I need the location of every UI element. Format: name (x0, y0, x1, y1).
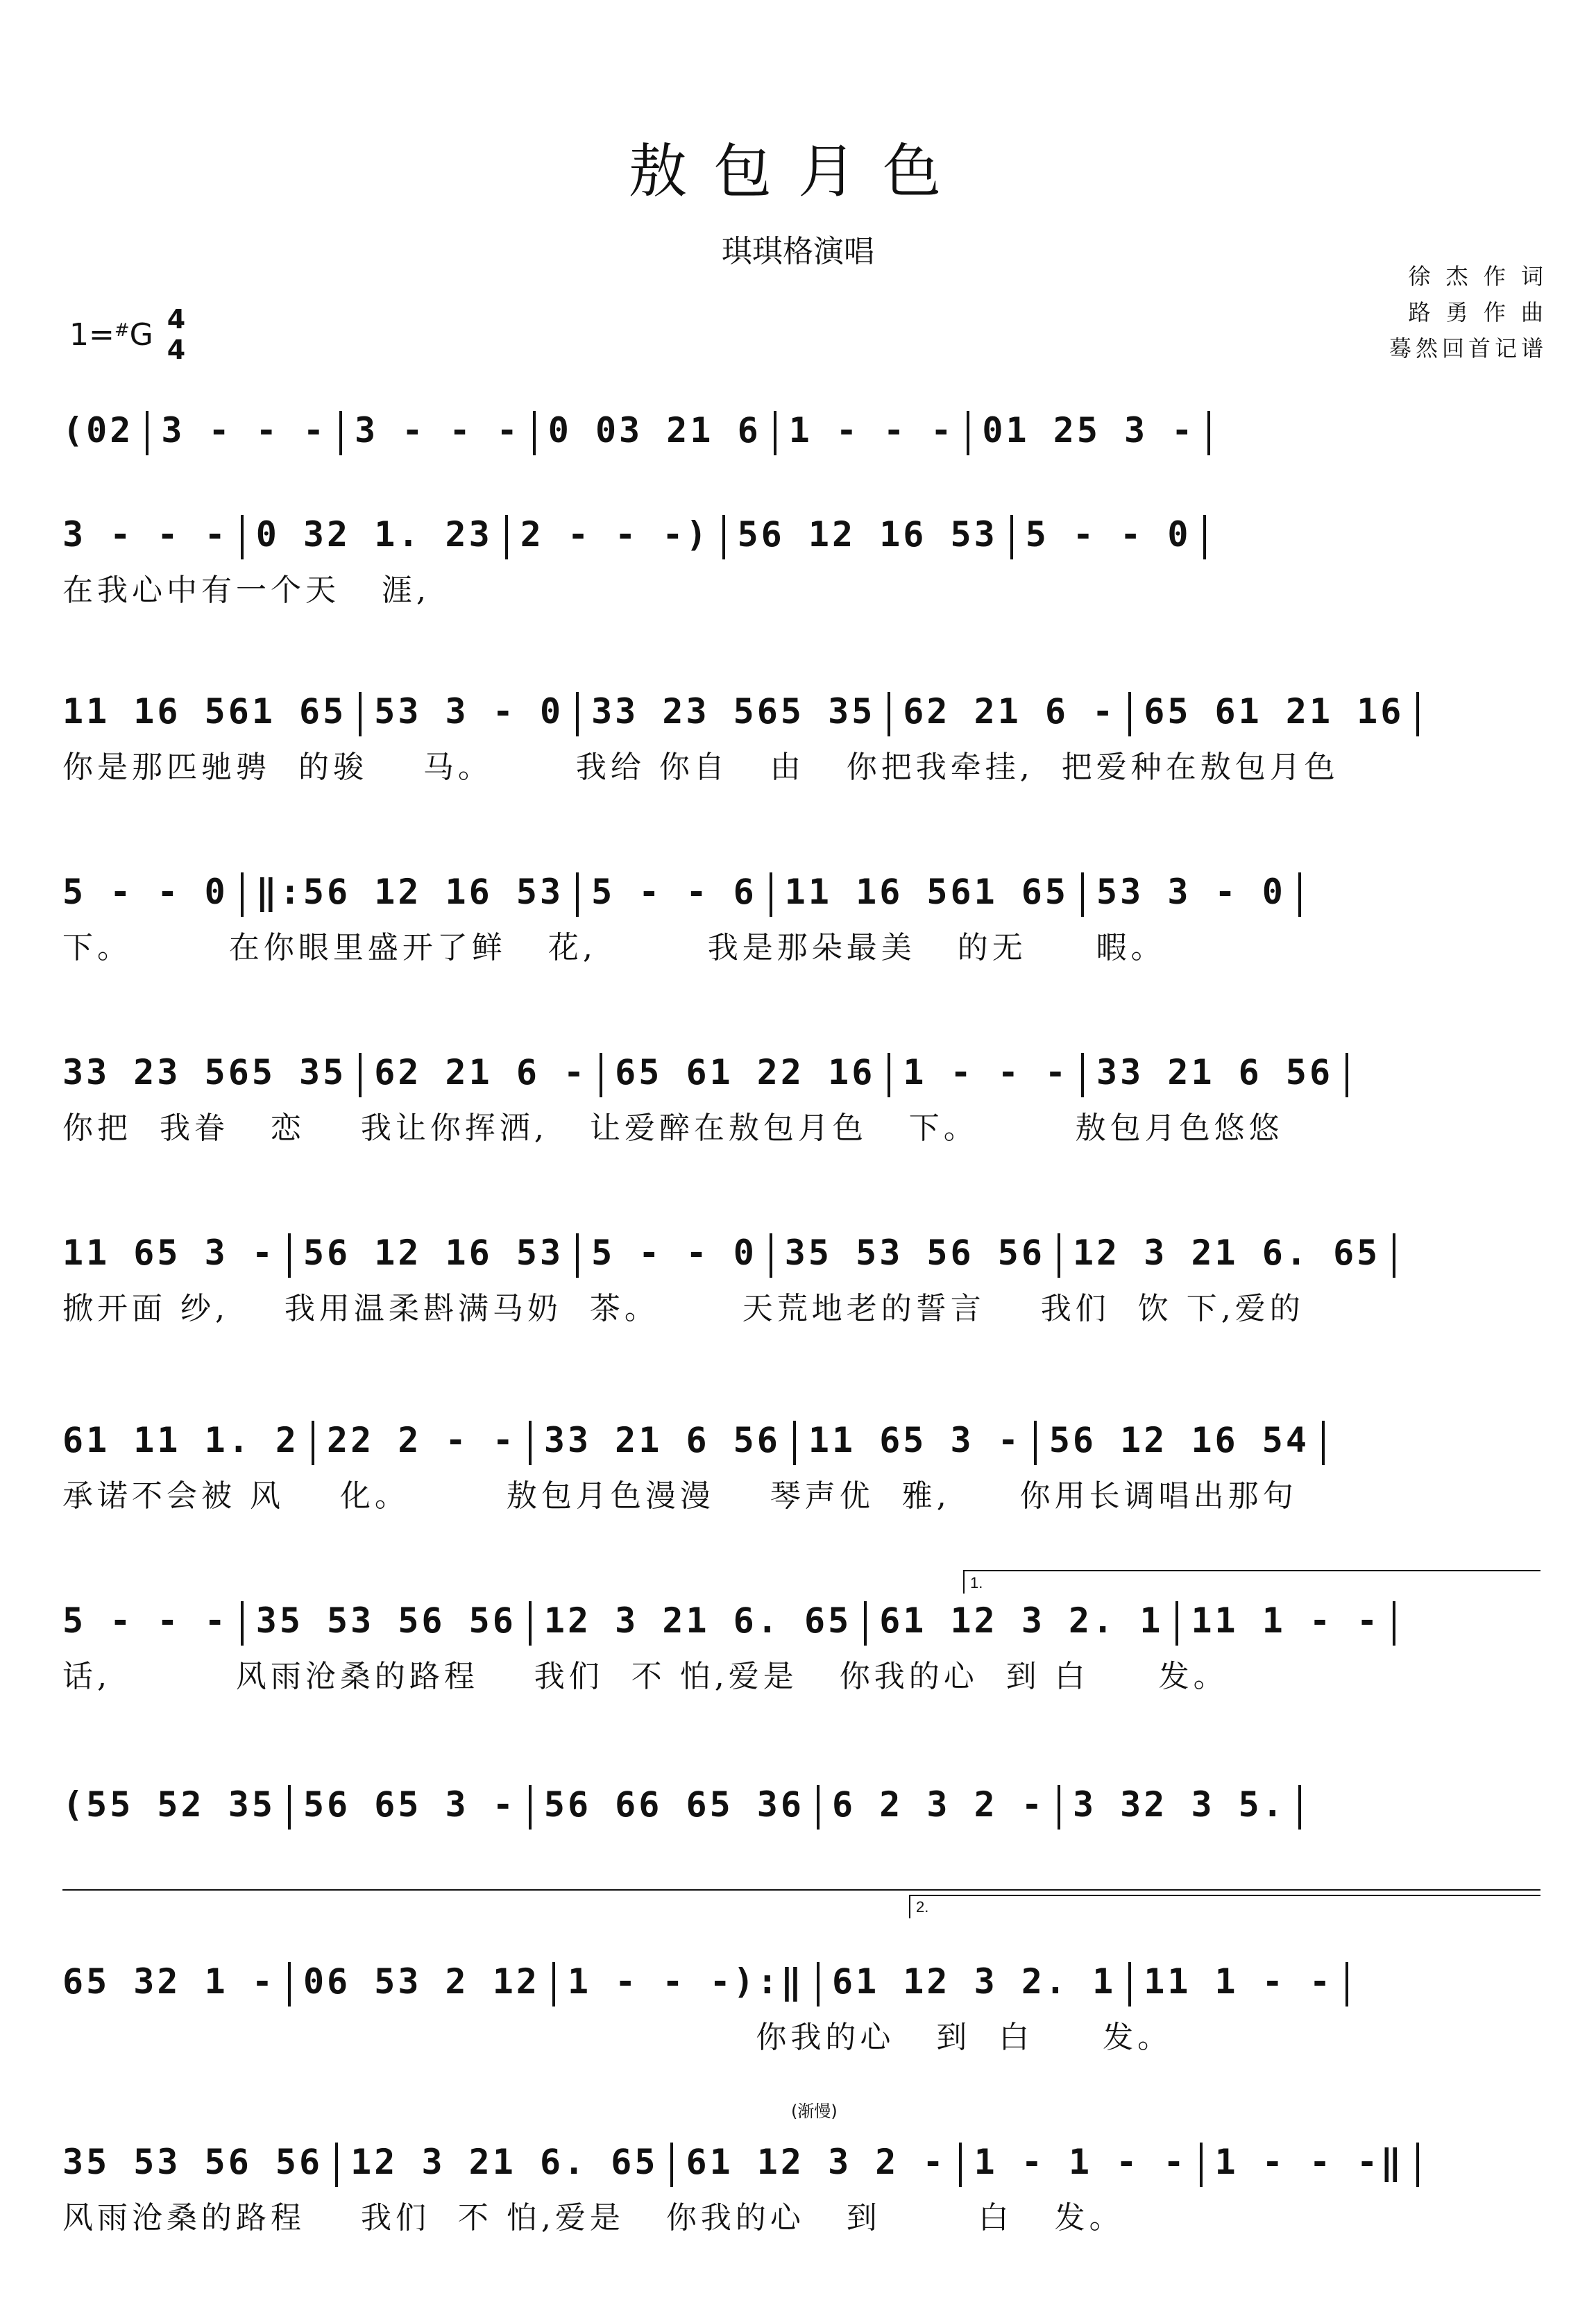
lyrics-line: 你我的心 到 白 发。 (62, 2020, 1173, 2055)
measure: 61 12 3 2. 1 (879, 1600, 1164, 1641)
measure: 11 1 - - (1144, 1961, 1334, 2002)
measure: 56 12 16 53 (737, 514, 998, 555)
barline (774, 411, 776, 455)
volta-second-line (909, 1895, 1540, 1896)
score-row (62, 1225, 1540, 1333)
measure: 11 1 - - (1191, 1600, 1381, 1641)
measure: 1 - - - (903, 1052, 1069, 1092)
measure: 62 21 6 - (903, 691, 1117, 732)
barline (1034, 1421, 1037, 1465)
barline (1081, 872, 1084, 917)
measure: 12 3 21 6. 65 (350, 2142, 659, 2182)
measure: ‖:56 12 16 53 (255, 872, 564, 912)
measure: 62 21 6 - (374, 1052, 588, 1092)
volta-second-label: 2. (916, 1898, 929, 1916)
notes-line (62, 864, 1540, 920)
volta-first-line (963, 1570, 1540, 1571)
measure: 12 3 21 6. 65 (1072, 1233, 1381, 1273)
score-row (62, 1412, 1540, 1521)
barline (1416, 692, 1419, 736)
measure: 56 12 16 53 (303, 1233, 564, 1273)
measure: (02 (62, 410, 134, 450)
notes-line (62, 2134, 1540, 2190)
barline (967, 411, 969, 455)
notes-line (62, 1777, 1540, 1832)
notes-line (62, 1593, 1540, 1648)
score-row (62, 2134, 1540, 2242)
measure: 5 - - 0 (591, 1233, 757, 1273)
barline (1298, 1785, 1301, 1830)
measure: 56 12 16 54 (1049, 1420, 1309, 1460)
score-row (62, 1954, 1540, 2062)
barline (288, 1233, 291, 1278)
measure: 1 - - -‖ (1214, 2142, 1404, 2182)
system-separator (62, 1889, 1540, 1891)
measure: 35 53 56 56 (62, 2142, 323, 2182)
barline (335, 2143, 338, 2187)
barline (817, 1785, 820, 1830)
measure: 11 16 561 65 (784, 872, 1069, 912)
notes-line (62, 403, 1540, 458)
lyrics-line: 掀开面 纱, 我用温柔斟满马奶 茶。 天荒地老的誓言 我们 饮 下,爱的 (62, 1291, 1305, 1326)
measure: 3 - - - (355, 410, 520, 450)
lyrics-line: 下。 在你眼里盛开了鲜 花, 我是那朵最美 的无 暇。 (62, 930, 1166, 965)
measure: 1 - - -):‖ (567, 1961, 804, 2002)
measure: 53 3 - 0 (374, 691, 564, 732)
barline (1345, 1962, 1348, 2006)
measure: 12 3 21 6. 65 (543, 1600, 852, 1641)
measure: 61 12 3 2. 1 (832, 1961, 1117, 2002)
measure: 1 - 1 - - (974, 2142, 1187, 2182)
measure: 35 53 56 56 (255, 1600, 516, 1641)
meter-top: 4 (167, 304, 186, 335)
score-row (62, 684, 1540, 792)
notes-line (62, 1954, 1540, 2009)
lyrics-line (62, 1836, 1540, 1885)
measure: 06 53 2 12 (303, 1961, 540, 2002)
measure: 61 12 3 2 - (686, 2142, 946, 2182)
measure: 11 16 561 65 (62, 691, 347, 732)
lyricist-credit: 徐 杰 作 词 (1408, 263, 1547, 289)
measure: 33 21 6 56 (1096, 1052, 1334, 1092)
credits (1389, 258, 1547, 366)
measure: 6 2 3 2 - (832, 1784, 1045, 1825)
barline (1203, 515, 1206, 559)
score-row (62, 403, 1540, 511)
song-title: 敖包月色 (628, 137, 967, 205)
barline (312, 1421, 314, 1465)
barline (959, 2143, 962, 2187)
time-signature (167, 304, 185, 365)
barline (552, 1962, 555, 2006)
measure: 2 - - -) (520, 514, 710, 555)
measure: 0 03 21 6 (547, 410, 761, 450)
barline (576, 692, 579, 736)
performer: 琪琪格演唱 (722, 234, 874, 269)
lyrics-line: 你把 我眷 恋 我让你挥洒, 让爱醉在敖包月色 下。 敖包月色悠悠 (62, 1110, 1284, 1146)
barline (864, 1601, 867, 1646)
measure: 56 65 3 - (303, 1784, 516, 1825)
notes-line (62, 1412, 1540, 1468)
score-row (62, 1593, 1540, 1701)
lyrics-line: 话, 风雨沧桑的路程 我们 不 怕,爱是 你我的心 到 白 发。 (62, 1659, 1228, 1694)
barline (1058, 1785, 1060, 1830)
measure: 3 32 3 5. (1072, 1784, 1286, 1825)
measure: 5 - - 0 (62, 872, 228, 912)
notes-line (62, 507, 1540, 562)
barline (1058, 1233, 1060, 1278)
barline (1298, 872, 1301, 917)
measure: 01 25 3 - (982, 410, 1196, 450)
barline (817, 1962, 820, 2006)
measure: 65 32 1 - (62, 1961, 275, 2002)
sharp-sign: # (114, 320, 130, 341)
measure: 33 21 6 56 (543, 1420, 781, 1460)
barline (529, 1601, 532, 1646)
notes-line (62, 1045, 1540, 1100)
barline (888, 1053, 890, 1097)
lyrics-line: 风雨沧桑的路程 我们 不 怕,爱是 你我的心 到 白 发。 (62, 2200, 1124, 2236)
measure: 1 - - - (788, 410, 955, 450)
barline (359, 692, 362, 736)
barline (1416, 2143, 1419, 2187)
barline (146, 411, 148, 455)
score-row (62, 1777, 1540, 1885)
lyrics-line (62, 462, 1540, 511)
measure: 11 65 3 - (62, 1233, 275, 1273)
barline (1393, 1601, 1395, 1646)
score-row (62, 507, 1540, 615)
barline (722, 515, 725, 559)
volta-first-label: 1. (970, 1574, 983, 1591)
volta-second-bracket (909, 1895, 910, 1918)
barline (241, 1601, 244, 1646)
measure: 5 - - 6 (591, 872, 757, 912)
barline (888, 692, 890, 736)
measure: 53 3 - 0 (1096, 872, 1286, 912)
meter-bottom: 4 (167, 335, 186, 365)
barline (1128, 1962, 1131, 2006)
measure: 65 61 22 16 (615, 1052, 876, 1092)
composer-credit: 路 勇 作 曲 (1408, 299, 1547, 326)
key-note: G (129, 316, 153, 353)
measure: 22 2 - - (327, 1420, 516, 1460)
barline (1345, 1053, 1348, 1097)
key-signature (69, 304, 185, 365)
score-row (62, 1045, 1540, 1153)
lyrics-line: 你是那匹驰骋 的骏 马。 我给 你自 由 你把我牵挂, 把爱种在敖包月色 (62, 750, 1339, 785)
barline (529, 1785, 532, 1830)
barline (1322, 1421, 1325, 1465)
barline (1081, 1053, 1084, 1097)
measure: 61 11 1. 2 (62, 1420, 300, 1460)
barline (241, 872, 244, 917)
barline (288, 1962, 291, 2006)
barline (770, 1233, 772, 1278)
barline (576, 1233, 579, 1278)
barline (1207, 411, 1210, 455)
barline (600, 1053, 602, 1097)
barline (1175, 1601, 1178, 1646)
barline (1393, 1233, 1395, 1278)
key-prefix: 1= (69, 316, 114, 353)
measure: 33 23 565 35 (591, 691, 876, 732)
barline (793, 1421, 796, 1465)
lyrics-line: 在我心中有一个天 涯, (62, 573, 430, 608)
barline (241, 515, 244, 559)
measure: 5 - - 0 (1025, 514, 1191, 555)
barline (1128, 692, 1131, 736)
measure: 65 61 21 16 (1144, 691, 1404, 732)
measure: 0 32 1. 23 (255, 514, 493, 555)
barline (533, 411, 536, 455)
notes-line (62, 1225, 1540, 1281)
measure: 11 65 3 - (808, 1420, 1021, 1460)
barline (359, 1053, 362, 1097)
measure: 3 - - - (62, 514, 228, 555)
measure: 56 66 65 36 (543, 1784, 805, 1825)
barline (670, 2143, 673, 2187)
barline (505, 515, 508, 559)
measure: 35 53 56 56 (784, 1233, 1045, 1273)
score-row (62, 864, 1540, 972)
barline (1010, 515, 1013, 559)
barline (339, 411, 342, 455)
barline (576, 872, 579, 917)
barline (770, 872, 772, 917)
barline (288, 1785, 291, 1830)
measure: 5 - - - (62, 1600, 228, 1641)
transcriber-credit: 蓦然回首记谱 (1389, 335, 1547, 362)
measure: 3 - - - (161, 410, 328, 450)
lyrics-line: 承诺不会被 风 化。 敖包月色漫漫 琴声优 雅, 你用长调唱出那句 (62, 1478, 1298, 1514)
barline (529, 1421, 532, 1465)
barline (1200, 2143, 1203, 2187)
measure: (55 52 35 (62, 1784, 275, 1825)
tempo-mark: (渐慢) (791, 2102, 838, 2121)
measure: 33 23 565 35 (62, 1052, 347, 1092)
notes-line (62, 684, 1540, 739)
volta-first-bracket (963, 1570, 965, 1594)
